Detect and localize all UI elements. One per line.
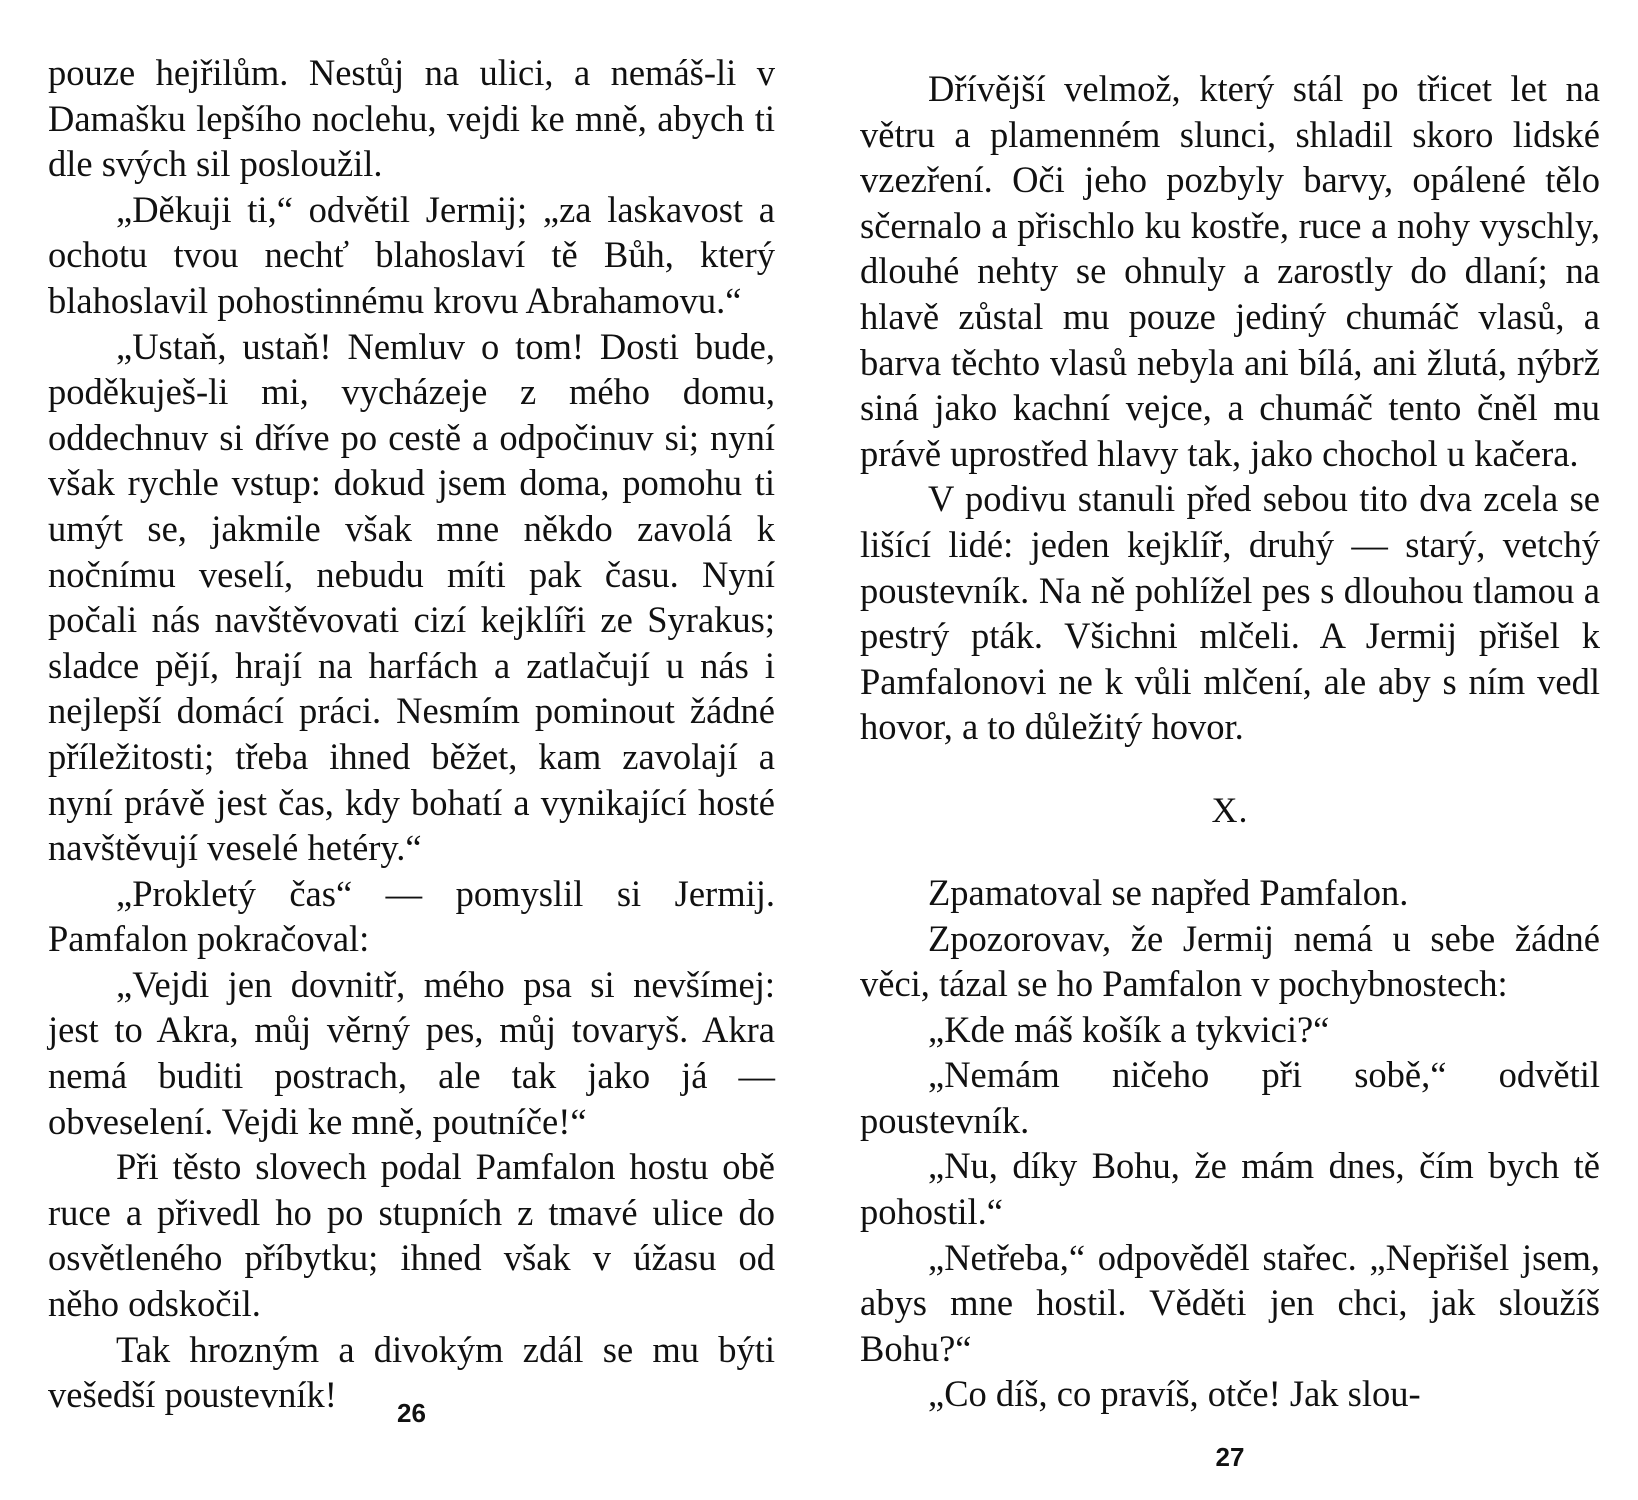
right-page-text <box>860 0 1600 1417</box>
paragraph: Dřívější velmož, který stál po třicet let na větru a plamenném slunci, shladil skoro lidské vzezření. Oči jeho pozbyly barvy, opálené tělo sčernalo a přischlo ku kostře, ruce a nohy vyschly, dlouhé nehty se ohnuly a zarostly do dlaní; na hlavě zůstal mu pouze jediný chumáč vlasů, a barva těchto vlasů nebyla ani bílá, ani žlutá, nýbrž siná jako kachní vejce, a chumáč tento čněl mu právě uprostřed hlavy tak, jako chochol u kačera. <box>860 68 1600 474</box>
paragraph: „Ustaň, ustaň! Nemluv o tom! Dosti bude, poděkuješ-li mi, vycházeje z mého domu, oddechnuv si dříve po cestě a odpočinuv si; nyní však rychle vstup: dokud jsem doma, pomohu ti umýt se, jakmile však mne někdo zavolá k nočnímu veselí, nebudu míti pak času. Nyní počali nás navštěvovati cizí kejklíři ze Syrakus; sladce pějí, hrají na harfách a zatlačují u nás i nejlepší domácí práci. Nesmím pominout žádné příležitosti; třeba ihned běžet, kam zavolají a nyní právě jest čas, kdy bohatí a vynikající hosté navštěvují veselé hetéry.“ <box>48 325 775 869</box>
paragraph: „Vejdi jen dovnitř, mého psa si nevšímej: jest to Akra, můj věrný pes, můj tovaryš. Akra nemá buditi postrach, ale tak jako já — obveselení. Vejdi ke mně, poutníče!“ <box>48 963 775 1142</box>
paragraph: pouze hejřilům. Nestůj na ulici, a nemáš-li v Damašku lepšího noclehu, vejdi ke mně, abych ti dle svých sil posloužil. <box>48 52 775 185</box>
paragraph: Tak hrozným a divokým zdál se mu býti vešedší poustevník! <box>48 1328 775 1416</box>
paragraph: „Děkuji ti,“ odvětil Jermij; „za laskavost a ochotu tvou nechť blahoslaví tě Bůh, který blahoslavil pohostinnému krovu Abrahamovu.“ <box>48 188 775 321</box>
paragraph: „Nemám ničeho při sobě,“ odvětil poustevník. <box>860 1054 1600 1141</box>
paragraph: „Prokletý čas“ — pomyslil si Jermij. Pamfalon pokračoval: <box>48 872 775 960</box>
page-number: 26 <box>397 1398 426 1428</box>
paragraph: „Nu, díky Bohu, že mám dnes, čím bych tě pohostil.“ <box>860 1145 1600 1233</box>
left-page-text <box>48 0 775 1418</box>
paragraph: V podivu stanuli před sebou tito dva zcela se lišící lidé: jeden kejklíř, druhý — starý, vetchý poustevník. Na ně pohlížel pes s dlouhou tlamou a pestrý pták. Všichni mlčeli. A Jermij přišel k Pamfalonovi ne k vůli mlčení, ale aby s ním vedl hovor, a to důležitý hovor. <box>860 478 1600 748</box>
left-page <box>48 0 775 1500</box>
right-page <box>860 0 1600 1500</box>
paragraph: „Netřeba,“ odpověděl stařec. „Nepřišel jsem, abys mne hostil. Věděti jen chci, jak sloužíš Bohu?“ <box>860 1236 1600 1369</box>
paragraph: Zpozorovav, že Jermij nemá u sebe žádné věci, tázal se ho Pamfalon v pochybnostech: <box>860 917 1600 1005</box>
page-number: 27 <box>1215 1442 1245 1472</box>
chapter-heading: X. <box>1211 789 1249 830</box>
paragraph: Při těsto slovech podal Pamfalon hostu obě ruce a přivedl ho po stupních z tmavé ulice do osvětleného příbytku; ihned však v úžasu od něho odskočil. <box>48 1146 775 1325</box>
paragraph: Zpamatoval se napřed Pamfalon. <box>928 871 1409 913</box>
paragraph: „Co díš, co pravíš, otče! Jak slou- <box>928 1373 1421 1415</box>
paragraph: „Kde máš košík a tykvici?“ <box>928 1008 1330 1050</box>
